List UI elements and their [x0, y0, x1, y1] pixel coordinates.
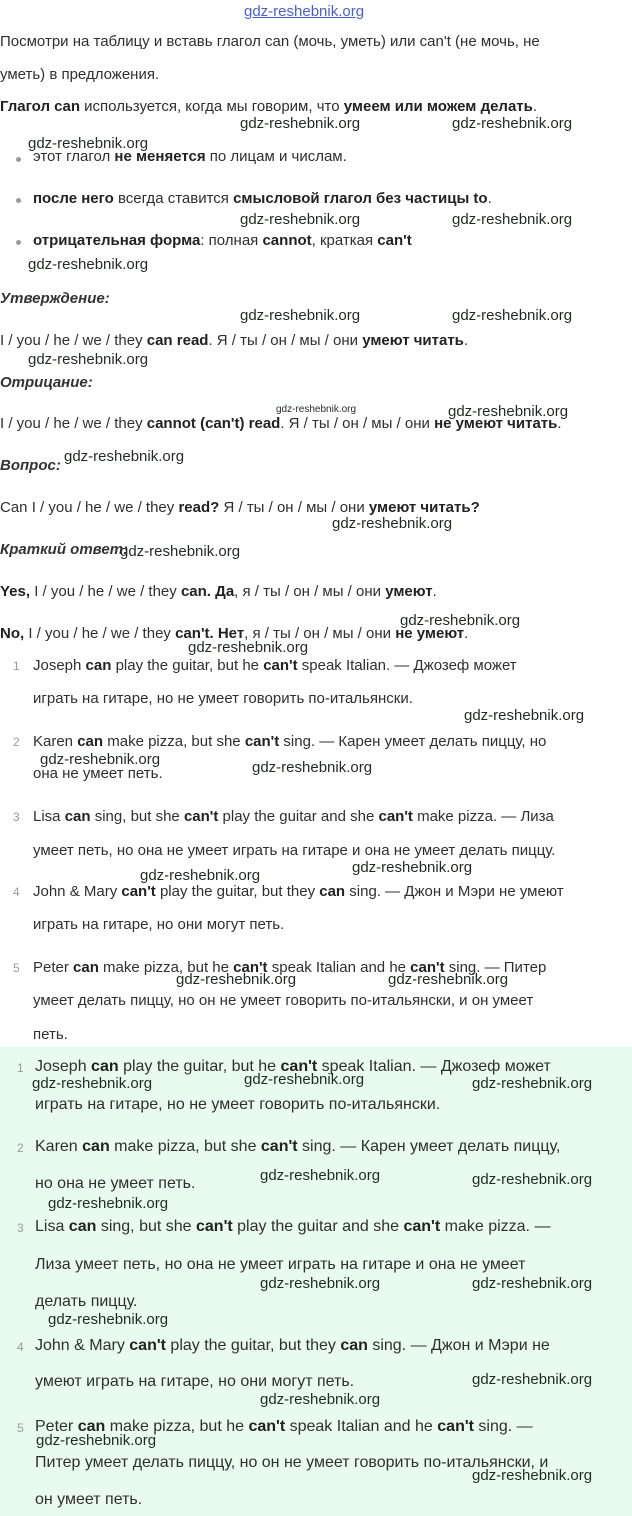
list-number: 5	[17, 1421, 24, 1435]
answer-item-2-line-2: но она не умеет петь.	[35, 1175, 196, 1192]
exercise-item-4: John & Mary can't play the guitar, but they can sing. — Джон и Мэри не умеют	[33, 883, 564, 900]
watermark: gdz-reshebnik.org	[452, 307, 573, 324]
answer-item-3-line-2: Лиза умеет петь, но она не умеет играть на гитаре и она не умеет	[35, 1256, 526, 1273]
watermark: gdz-reshebnik.org	[260, 1391, 381, 1408]
watermark: gdz-reshebnik.org	[64, 448, 185, 465]
intro-line-2: уметь) в предложения.	[0, 66, 160, 83]
watermark: gdz-reshebnik.org	[244, 1071, 365, 1088]
list-number: 3	[17, 1221, 24, 1235]
list-number: 3	[13, 810, 20, 824]
answer-item-3-line-3: делать пиццу.	[35, 1293, 138, 1310]
watermark: gdz-reshebnik.org	[252, 759, 373, 776]
watermark: gdz-reshebnik.org	[472, 1467, 593, 1484]
watermark: gdz-reshebnik.org	[472, 1171, 593, 1188]
watermark: gdz-reshebnik.org	[240, 115, 361, 132]
answer-item-5: Peter can make pizza, but he can't speak Italian and he can't sing. —	[35, 1418, 533, 1435]
watermark: gdz-reshebnik.org	[448, 403, 569, 420]
exercise-item-3: Lisa can sing, but she can't play the guitar and she can't make pizza. — Лиза	[33, 808, 554, 825]
rule-text: Глагол can используется, когда мы говорим, что умеем или можем делать.	[0, 98, 538, 115]
intro-line-1: Посмотри на таблицу и вставь глагол can (мочь, уметь) или can't (не мочь, не	[0, 33, 540, 50]
watermark-link[interactable]: gdz-reshebnik.org	[244, 3, 365, 20]
watermark: gdz-reshebnik.org	[36, 1432, 157, 1449]
watermark: gdz-reshebnik.org	[240, 307, 361, 324]
answer-item-1-line-2: играть на гитаре, но не умеет говорить по-итальянски.	[35, 1096, 441, 1113]
watermark: gdz-reshebnik.org	[140, 867, 261, 884]
bullet-2: после него всегда ставится смысловой глагол без частицы to.	[33, 190, 492, 207]
exercise-item-1: Joseph can play the guitar, but he can't speak Italian. — Джозеф может	[33, 657, 517, 674]
watermark: gdz-reshebnik.org	[28, 135, 149, 152]
watermark: gdz-reshebnik.org	[332, 515, 453, 532]
watermark: gdz-reshebnik.org	[472, 1075, 593, 1092]
watermark: gdz-reshebnik.org	[28, 256, 149, 273]
watermark: gdz-reshebnik.org	[464, 707, 585, 724]
affirmative-header: Утверждение:	[0, 290, 110, 307]
exercise-item-3-line-2: умеет петь, но она не умеет играть на гитаре и она не умеет делать пиццу.	[33, 842, 556, 859]
negative-text: I / you / he / we / they cannot (can't) read. Я / ты / он / мы / они не умеют читать.	[0, 415, 562, 432]
watermark: gdz-reshebnik.org	[472, 1275, 593, 1292]
answer-item-5-line-2: Питер умеет делать пиццу, но он не умеет говорить по-итальянски, и	[35, 1454, 549, 1471]
watermark: gdz-reshebnik.org	[188, 639, 309, 656]
bullet-3: отрицательная форма: полная cannot, краткая can't	[33, 232, 412, 249]
short-answer-header: Краткий ответ:	[0, 541, 129, 558]
bullet-dot	[16, 240, 21, 245]
exercise-item-5-line-2: умеет делать пиццу, но он не умеет говорить по-итальянски, и он умеет	[33, 992, 534, 1009]
list-number: 1	[13, 659, 20, 673]
negative-header: Отрицание:	[0, 374, 93, 391]
watermark: gdz-reshebnik.org	[472, 1371, 593, 1388]
list-number: 4	[13, 885, 20, 899]
answer-item-1: Joseph can play the guitar, but he can't speak Italian. — Джозеф может	[35, 1058, 551, 1075]
watermark: gdz-reshebnik.org	[28, 351, 149, 368]
watermark: gdz-reshebnik.org	[48, 1195, 169, 1212]
watermark: gdz-reshebnik.org	[40, 751, 161, 768]
bullet-dot	[16, 157, 21, 162]
answer-item-2: Karen can make pizza, but she can't sing. — Карен умеет делать пиццу,	[35, 1138, 561, 1155]
watermark: gdz-reshebnik.org	[176, 971, 297, 988]
exercise-item-2-line-2: она не умеет петь.	[33, 765, 163, 782]
watermark: gdz-reshebnik.org	[452, 115, 573, 132]
watermark: gdz-reshebnik.org	[120, 543, 241, 560]
watermark: gdz-reshebnik.org	[48, 1311, 169, 1328]
watermark: gdz-reshebnik.org	[32, 1075, 153, 1092]
answer-item-4-line-2: умеют играть на гитаре, но они могут петь.	[35, 1373, 355, 1390]
list-number: 2	[17, 1141, 24, 1155]
exercise-item-5: Peter can make pizza, but he can't speak Italian and he can't sing. — Питер	[33, 959, 547, 976]
watermark: gdz-reshebnik.org	[260, 1167, 381, 1184]
bullet-1: этот глагол не меняется по лицам и числам.	[33, 148, 347, 165]
watermark: gdz-reshebnik.org	[352, 859, 473, 876]
watermark: gdz-reshebnik.org	[388, 971, 509, 988]
answer-item-4: John & Mary can't play the guitar, but they can sing. — Джон и Мэри не	[35, 1337, 550, 1354]
watermark: gdz-reshebnik.org	[276, 404, 357, 415]
watermark: gdz-reshebnik.org	[452, 211, 573, 228]
list-number: 2	[13, 735, 20, 749]
exercise-item-5-line-3: петь.	[33, 1026, 68, 1043]
question-text: Can I / you / he / we / they read? Я / ты / он / мы / они умеют читать?	[0, 499, 480, 516]
list-number: 1	[17, 1061, 24, 1075]
watermark: gdz-reshebnik.org	[260, 1275, 381, 1292]
question-header: Вопрос:	[0, 457, 61, 474]
short-answer-yes: Yes, I / you / he / we / they can. Да, я / ты / он / мы / они умеют.	[0, 583, 437, 600]
watermark: gdz-reshebnik.org	[400, 612, 521, 629]
list-number: 5	[13, 961, 20, 975]
bullet-dot	[16, 198, 21, 203]
list-number: 4	[17, 1340, 24, 1354]
answer-item-5-line-3: он умеет петь.	[35, 1491, 143, 1508]
exercise-item-1-line-2: играть на гитаре, но не умеет говорить по-итальянски.	[33, 690, 413, 707]
exercise-item-4-line-2: играть на гитаре, но они могут петь.	[33, 916, 285, 933]
affirmative-text: I / you / he / we / they can read. Я / ты / он / мы / они умеют читать.	[0, 332, 469, 349]
watermark: gdz-reshebnik.org	[240, 211, 361, 228]
answer-item-3: Lisa can sing, but she can't play the guitar and she can't make pizza. —	[35, 1218, 551, 1235]
short-answer-no: No, I / you / he / we / they can't. Нет, я / ты / он / мы / они не умеют.	[0, 625, 469, 642]
exercise-item-2: Karen can make pizza, but she can't sing. — Карен умеет делать пиццу, но	[33, 733, 547, 750]
